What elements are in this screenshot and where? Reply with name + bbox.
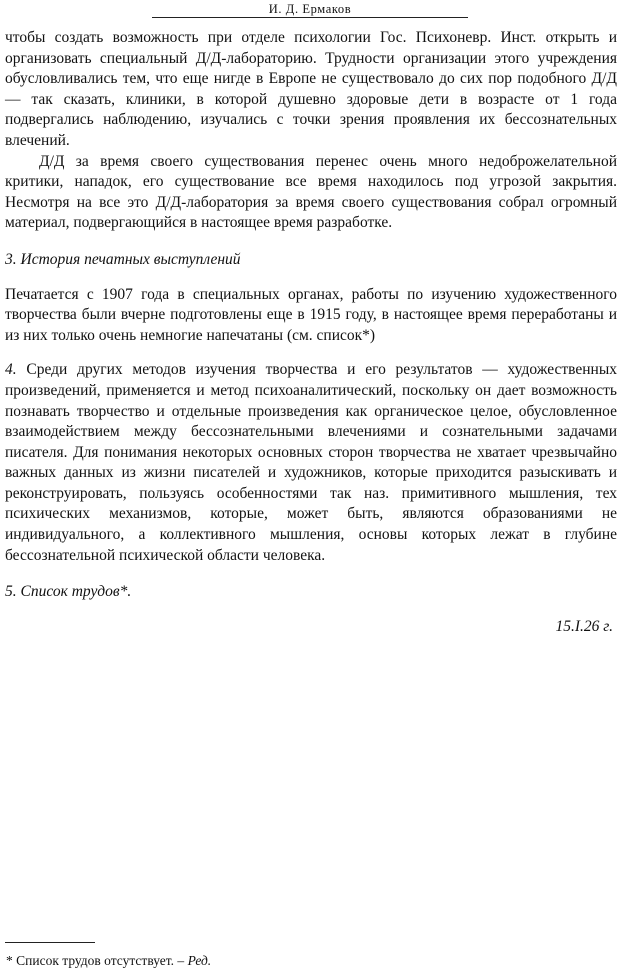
footnote — [6, 952, 211, 970]
running-head-rule — [152, 17, 468, 18]
section-5-heading: 5. Список трудов*. — [5, 583, 132, 601]
paragraph-2: Д/Д за время своего существования перенес очень много недоброжелательной критики, нападок, его существование все время находилось под угрозой закрытия. Несмотря на все это Д/Д-лаборатория за время своего существования собрал огромный материал, подвергающийся в настоящее время разработке. — [5, 152, 617, 232]
footnote-text: * Список трудов отсутствует. – — [6, 953, 188, 968]
footnote-editor: Ред. — [187, 953, 212, 968]
section-3-heading: 3. История печатных выступлений — [5, 250, 241, 268]
section-4-number: 4. — [5, 361, 17, 379]
section-4-paragraph — [5, 360, 617, 566]
section-3-text: Печатается с 1907 года в специальных органах, работы по изучению художественного творчества были вчерне подготовлены еще в 1915 году, в настоящее время переработаны и из них только очень немногие напечатаны (см. список*) — [5, 285, 617, 344]
running-head: И. Д. Ермаков — [268, 2, 352, 16]
document-date: 15.I.26 г. — [555, 617, 613, 635]
section-4-text: Среди других методов изучения творчества и его результатов — художественных произведений, применяется и метод психоаналитический, поскольку он дает возможность познавать творчество и отдельные произведения как органическое целое, обусловленное взаимодействием между бессознательными влечениями и сознательными задачами писателя. Для понимания некоторых основных сторон творчества не хватает чрезвычайно важных данных из жизни писателей и художников, которые приходится разыскивать и реконструировать, пользуясь особенностями так наз. примитивного мышления, тех психических механизмов, которые, может быть, являются образованиями не индивидуального, а коллективного мышления, основы которых лежат в глубине бессознательной психической области человека. — [5, 361, 617, 564]
paragraph-1: чтобы создать возможность при отделе психологии Гос. Психоневр. Инст. открыть и организовать специальный Д/Д-лабораторию. Трудности организации этого учреждения обусловливались тем, что еще нигде в Европе не существовало до сих пор подобного Д/Д — так сказать, клиники, в которой душевно здоровые дети в возрасте от 1 года подвергались наблюдению, изучались с точки зрения проявления их бессознательных влечений. — [5, 29, 617, 149]
body-text — [5, 28, 617, 637]
footnote-rule — [5, 942, 95, 943]
